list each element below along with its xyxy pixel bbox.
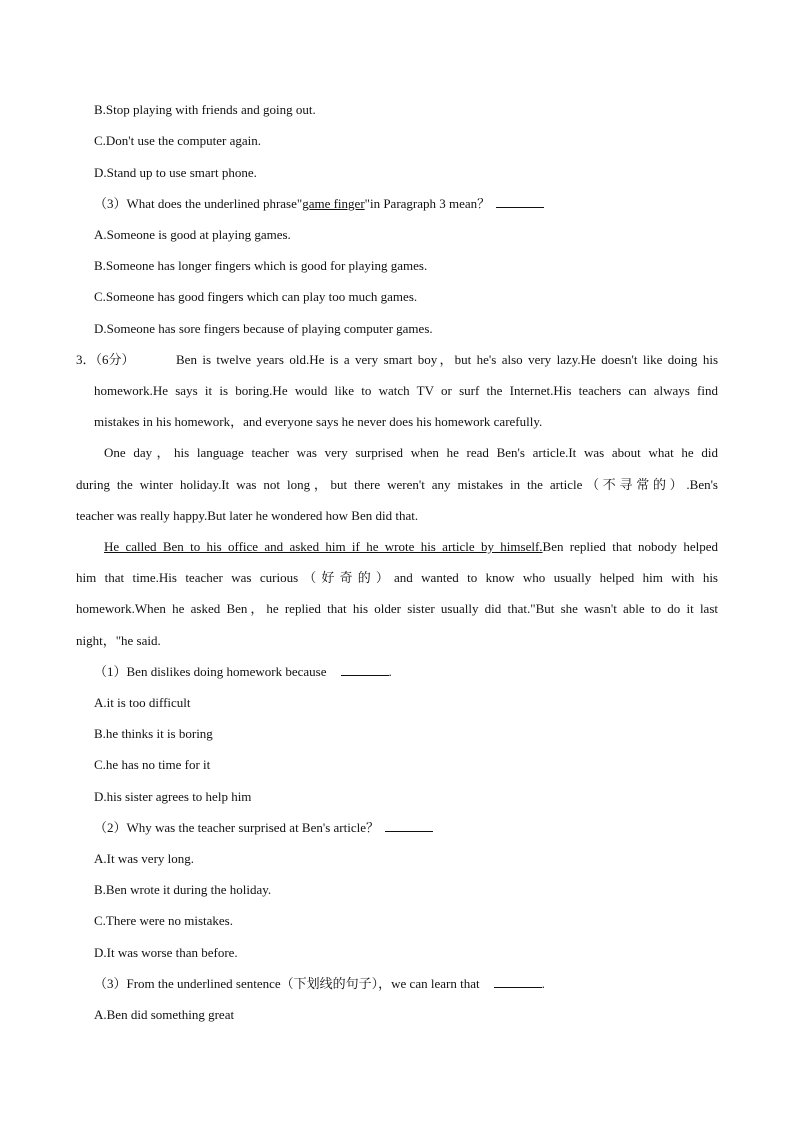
q3-sub2-option-b: B.Ben wrote it during the holiday.	[94, 882, 272, 897]
answer-blank	[496, 197, 544, 208]
answer-blank	[385, 821, 433, 832]
q3-sub1-stem	[94, 664, 392, 680]
q3-sub3-end: .	[541, 976, 545, 991]
q3-p3-line3: homework.When he asked Ben，he replied that his older sister usually did that."But she wasn't able to do it last	[76, 601, 718, 616]
q3-number: 3．（6分）	[76, 352, 135, 367]
q3-sub1-stem-text: （1）Ben dislikes doing homework because	[94, 664, 327, 679]
q3-sub1-option-b: B.he thinks it is boring	[94, 726, 213, 741]
q3-sub1-option-c: C.he has no time for it	[94, 757, 211, 772]
q3-sub2-option-a: A.It was very long.	[94, 851, 195, 866]
q3-p1-line3: mistakes in his homework，and everyone says he never does his homework carefully.	[94, 414, 543, 429]
q3-p2-line1: One day，his language teacher was very surprised when he read Ben's article.It was about what he did	[104, 445, 718, 460]
q3-p2-line2: during the winter holiday.It was not long，but there weren't any mistakes in the article（不寻常的）.Ben's	[76, 477, 718, 492]
q2-sub3-option-d: D.Someone has sore fingers because of playing computer games.	[94, 321, 433, 336]
q3-p3-line1-rest: Ben replied that nobody helped	[542, 539, 718, 554]
q2-option-b: B.Stop playing with friends and going out.	[94, 102, 316, 117]
q3-sub3-stem-text: （3）From the underlined sentence（下划线的句子），we can learn that	[94, 976, 480, 991]
q2-sub3-option-c: C.Someone has good fingers which can play too much games.	[94, 289, 418, 304]
q3-sub2-option-d: D.It was worse than before.	[94, 945, 238, 960]
q2-option-d: D.Stand up to use smart phone.	[94, 165, 257, 180]
q2-sub3-option-b: B.Someone has longer fingers which is good for playing games.	[94, 258, 428, 273]
q3-p1-line1: Ben is twelve years old.He is a very smart boy，but he's also very lazy.He doesn't like doing his	[176, 352, 718, 367]
q2-option-c: C.Don't use the computer again.	[94, 133, 261, 148]
q2-sub3-stem	[94, 196, 544, 212]
q3-p3-line2: him that time.His teacher was curious（好奇的）and wanted to know who usually helped him with his	[76, 570, 718, 585]
q3-sub2-stem	[94, 820, 433, 836]
answer-blank	[494, 977, 542, 988]
q3-sub3-stem	[94, 976, 545, 992]
q3-sub2-option-c: C.There were no mistakes.	[94, 913, 233, 928]
q2-sub3-prefix: （3）What does the underlined phrase"	[94, 196, 303, 211]
answer-blank	[341, 665, 389, 676]
q3-underlined-sentence: He called Ben to his office and asked him if he wrote his article by himself.	[104, 539, 543, 554]
q3-sub1-end: .	[388, 664, 392, 679]
q2-sub3-suffix: "in Paragraph 3 mean？	[364, 196, 491, 211]
q3-sub1-option-a: A.it is too difficult	[94, 695, 191, 710]
q3-p2-line3: teacher was really happy.But later he wondered how Ben did that.	[76, 508, 419, 523]
q3-sub1-option-d: D.his sister agrees to help him	[94, 789, 252, 804]
q2-sub3-option-a: A.Someone is good at playing games.	[94, 227, 291, 242]
q2-sub3-phrase: game finger	[302, 196, 365, 211]
q3-sub3-option-a: A.Ben did something great	[94, 1007, 235, 1022]
q3-p3-line1	[104, 539, 718, 555]
q3-p3-line4: night，"he said.	[76, 633, 161, 648]
q3-sub2-stem-text: （2）Why was the teacher surprised at Ben's article？	[94, 820, 379, 835]
q3-p1-line2: homework.He says it is boring.He would like to watch TV or surf the Internet.His teachers can always find	[94, 383, 718, 398]
